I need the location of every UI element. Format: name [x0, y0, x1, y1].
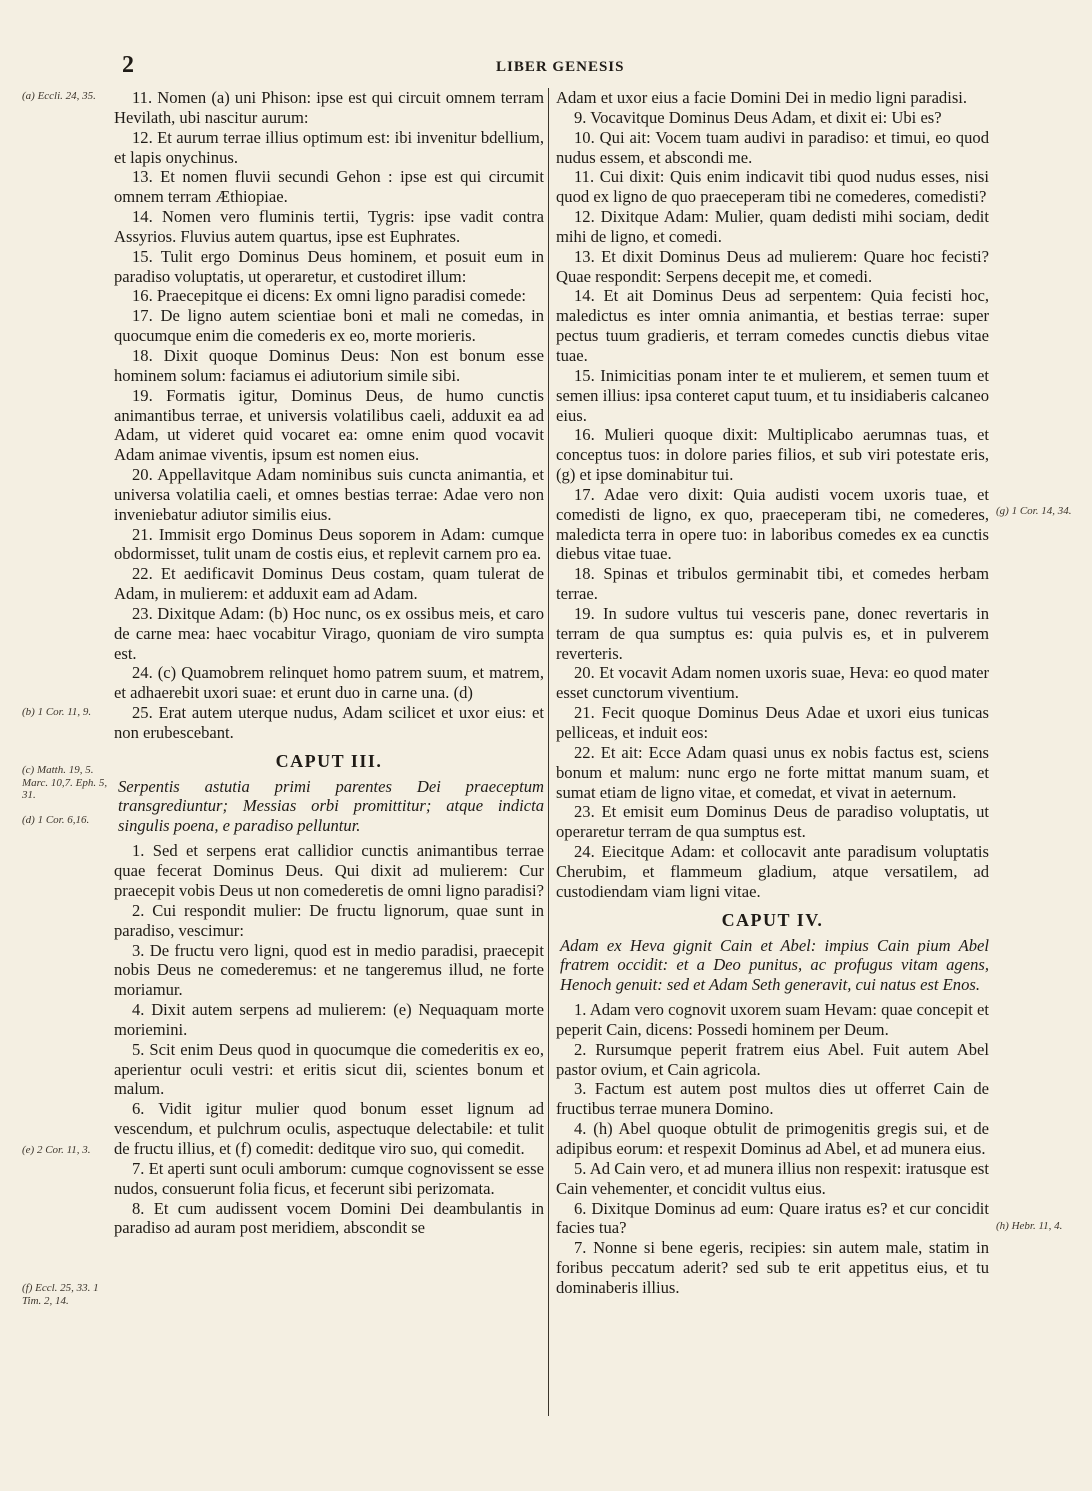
verse: 14. Nomen vero fluminis tertii, Tygris: ipse vadit contra Assyrios. Fluvius autem quartus, ipse est Euphrates.: [114, 207, 544, 246]
verse: 18. Dixit quoque Dominus Deus: Non est bonum esse hominem solum: faciamus ei adiutorium simile sibi.: [114, 345, 544, 385]
verse: 17. De ligno autem scientiae boni et mali ne comedas, in quocumque enim die comederis ex eo, morte morieris.: [114, 306, 544, 346]
verse: 5. Ad Cain vero, et ad munera illius non respexit: iratusque est Cain vehementer, et concidit vultus eius.: [556, 1158, 989, 1198]
verse: 6. Dixitque Dominus ad eum: Quare iratus es? et cur concidit facies tua?: [556, 1198, 989, 1238]
margin-note-f: (f) Eccl. 25, 33. 1 Tim. 2, 14.: [22, 1282, 99, 1307]
verse: 23. Et emisit eum Dominus Deus de paradiso voluptatis, ut operaretur terram de qua sumptus est.: [556, 802, 989, 842]
verse: 20. Appellavitque Adam nominibus suis cuncta animantia, et universa volatilia caeli, et omnes bestias terrae: Adae vero non inveniebatur adiutor similis eius.: [114, 465, 544, 524]
verse: 8. Et cum audissent vocem Domini Dei deambulantis in paradiso ad auram post meridiem, abscondit se: [114, 1198, 544, 1238]
left-column: [114, 88, 544, 1238]
verse: 25. Erat autem uterque nudus, Adam scilicet et uxor eius: et non erubescebant.: [114, 703, 544, 742]
margin-note-c: (c) Matth. 19, 5. Marc. 10,7. Eph. 5, 31.: [22, 764, 108, 801]
verse: 19. Formatis igitur, Dominus Deus, de humo cunctis animantibus terrae, et universis volatilibus caeli, adduxit ea ad Adam, ut videret quid vocaret ea: omne enim quod vocavit Adam animae viventis, ipsum est nomen eius.: [114, 385, 544, 465]
margin-note-d: (d) 1 Cor. 6,16.: [22, 814, 90, 826]
verse: 24. Eiecitque Adam: et collocavit ante paradisum voluptatis Cherubim, et flammeum gladium, atque versatilem, ad custodiendam viam ligni vitae.: [556, 842, 989, 901]
verse: 1. Adam vero cognovit uxorem suam Hevam: quae concepit et peperit Cain, dicens: Possedi hominem per Deum.: [556, 1000, 989, 1039]
verse: 9. Vocavitque Dominus Deus Adam, et dixit ei: Ubi es?: [574, 107, 942, 127]
verse: 16. Praecepitque ei dicens: Ex omni ligno paradisi comede:: [132, 286, 526, 306]
verse: 15. Inimicitias ponam inter te et mulierem, et semen tuum et semen illius: ipsa conteret caput tuum, et tu insidiaberis calcaneo eius.: [556, 365, 989, 425]
chapter-heading: CAPUT IV.: [721, 909, 824, 930]
verse: 13. Et nomen fluvii secundi Gehon : ipse est qui circumit omnem terram Æthiopiae.: [114, 167, 544, 207]
verse: 3. De fructu vero ligni, quod est in medio paradisi, praecepit nobis Deus ne comederemus: et ne tangeremus illud, ne forte moriamur.: [114, 940, 544, 1000]
margin-note-h: (h) Hebr. 11, 4.: [996, 1220, 1063, 1232]
chapter-summary: Serpentis astutia primi parentes Dei praeceptum transgrediuntur; Messias orbi promittitur; atque indicta singulis poena, e paradiso pelluntur.: [118, 776, 544, 835]
chapter-heading: CAPUT III.: [275, 750, 383, 771]
verse: 11. Cui dixit: Quis enim indicavit tibi quod nudus esses, nisi quod ex ligno de quo praeceperam tibi ne comederes, comedisti?: [556, 167, 989, 207]
verse: 15. Tulit ergo Dominus Deus hominem, et posuit eum in paradiso voluptatis, ut operaretur, et custodiret illum:: [114, 246, 544, 286]
verse: 2. Cui respondit mulier: De fructu lignorum, quae sunt in paradiso, vescimur:: [114, 900, 544, 940]
verse: 1. Sed et serpens erat callidior cunctis animantibus terrae quae fecerat Dominus Deus. Qui dixit ad mulierem: Cur praecepit vobis Deus ut non comederetis de omni ligno paradisi?: [114, 841, 544, 901]
verse: 24. (c) Quamobrem relinquet homo patrem suum, et matrem, et adhaerebit uxori suae: et erunt duo in carne una. (d): [114, 663, 544, 703]
verse: 11. Nomen (a) uni Phison: ipse est qui circuit omnem terram Hevilath, ubi nascitur aurum:: [114, 88, 544, 127]
verse: 4. (h) Abel quoque obtulit de primogenitis gregis sui, et de adipibus eorum: et respexit Dominus ad Abel, et ad munera eius.: [556, 1119, 989, 1158]
verse: 4. Dixit autem serpens ad mulierem: (e) Nequaquam morte moriemini.: [114, 1000, 544, 1039]
verse: 7. Et aperti sunt oculi amborum: cumque cognovissent se esse nudos, consuerunt folia ficus, et fecerunt sibi perizomata.: [114, 1158, 544, 1198]
verse: 12. Dixitque Adam: Mulier, quam dedisti mihi sociam, dedit mihi de ligno, et comedi.: [556, 207, 989, 246]
verse: 10. Qui ait: Vocem tuam audivi in paradiso: et timui, eo quod nudus essem, et abscondi me.: [556, 127, 989, 167]
margin-note-b: (b) 1 Cor. 11, 9.: [22, 706, 92, 718]
verse: 13. Et dixit Dominus Deus ad mulierem: Quare hoc fecisti? Quae respondit: Serpens decepit me, et comedi.: [556, 246, 989, 286]
verse: 23. Dixitque Adam: (b) Hoc nunc, os ex ossibus meis, et caro de carne mea: haec vocabitur Virago, quoniam de viro sumpta est.: [114, 603, 544, 663]
verse: 20. Et vocavit Adam nomen uxoris suae, Heva: eo quod mater esset cunctorum viventium.: [556, 663, 989, 703]
right-column: [556, 88, 989, 1298]
verse: 6. Vidit igitur mulier quod bonum esset lignum ad vescendum, et pulchrum oculis, aspectuque delectabile: et tulit de fructu illius, et (f) comedit: deditque viro suo, qui comedit.: [114, 1099, 544, 1158]
verse: 22. Et ait: Ecce Adam quasi unus ex nobis factus est, sciens bonum et malum: nunc ergo ne forte mittat manum suam, et sumat etiam de ligno vitae, et comedat, et vivat in aeternum.: [556, 742, 989, 802]
verse: 17. Adae vero dixit: Quia audisti vocem uxoris tuae, et comedisti de ligno, ex quo, praeceperam tibi, ne comederes, maledicta terra in opere tuo: in laboribus comedes ex ea cunctis diebus vitae tuae.: [556, 484, 989, 564]
page-header: [0, 52, 1092, 82]
page-number: 2: [122, 52, 134, 78]
verse: 18. Spinas et tribulos germinabit tibi, et comedes herbam terrae.: [556, 564, 989, 604]
verse: 21. Fecit quoque Dominus Deus Adae et uxori eius tunicas pelliceas, et induit eos:: [556, 703, 989, 742]
verse: 2. Rursumque peperit fratrem eius Abel. Fuit autem Abel pastor ovium, et Cain agricola.: [556, 1039, 989, 1079]
column-divider: [548, 88, 549, 1416]
verse: 21. Immisit ergo Dominus Deus soporem in Adam: cumque obdormisset, tulit unam de costis eius, et replevit carnem pro ea.: [114, 524, 544, 564]
chapter-summary: Adam ex Heva gignit Cain et Abel: impius Cain pium Abel fratrem occidit: et a Deo punitus, ac profugus vitam agens, Henoch genuit: sed et Adam Seth generavit, cui natus est Enos.: [560, 935, 989, 994]
verse: 7. Nonne si bene egeris, recipies: sin autem male, statim in foribus peccatum aderit? sed sub te erit appetitus eius, et tu dominaberis illius.: [556, 1238, 989, 1297]
verse: Adam et uxor eius a facie Domini Dei in medio ligni paradisi.: [556, 88, 968, 107]
verse: 14. Et ait Dominus Deus ad serpentem: Quia fecisti hoc, maledictus es inter omnia animantia, et bestias terrae: super pectus tuum gradieris, et terram comedes cunctis diebus vitae tuae.: [556, 286, 989, 365]
margin-note-a: (a) Eccli. 24, 35.: [22, 90, 96, 102]
margin-note-e: (e) 2 Cor. 11, 3.: [22, 1144, 91, 1156]
verse: 22. Et aedificavit Dominus Deus costam, quam tulerat de Adam, in mulierem: et adduxit eam ad Adam.: [114, 564, 544, 604]
verse: 19. In sudore vultus tui vesceris pane, donec revertaris in terram de qua sumptus es: quia pulvis es, et in pulverem reverteris.: [556, 603, 989, 663]
verse: 3. Factum est autem post multos dies ut offerret Cain de fructibus terrae munera Domino.: [556, 1079, 989, 1119]
verse: 16. Mulieri quoque dixit: Multiplicabo aerumnas tuas, et conceptus tuos: in dolore paries filios, et sub viri potestate eris, (g) et ipse dominabitur tui.: [556, 425, 989, 485]
running-title: LIBER GENESIS: [496, 59, 625, 75]
verse: 5. Scit enim Deus quod in quocumque die comederitis ex eo, aperientur oculi vestri: et eritis sicut dii, scientes bonum et malum.: [114, 1039, 544, 1099]
verse: 12. Et aurum terrae illius optimum est: ibi invenitur bdellium, et lapis onychinus.: [114, 127, 544, 167]
margin-note-g: (g) 1 Cor. 14, 34.: [996, 505, 1072, 517]
